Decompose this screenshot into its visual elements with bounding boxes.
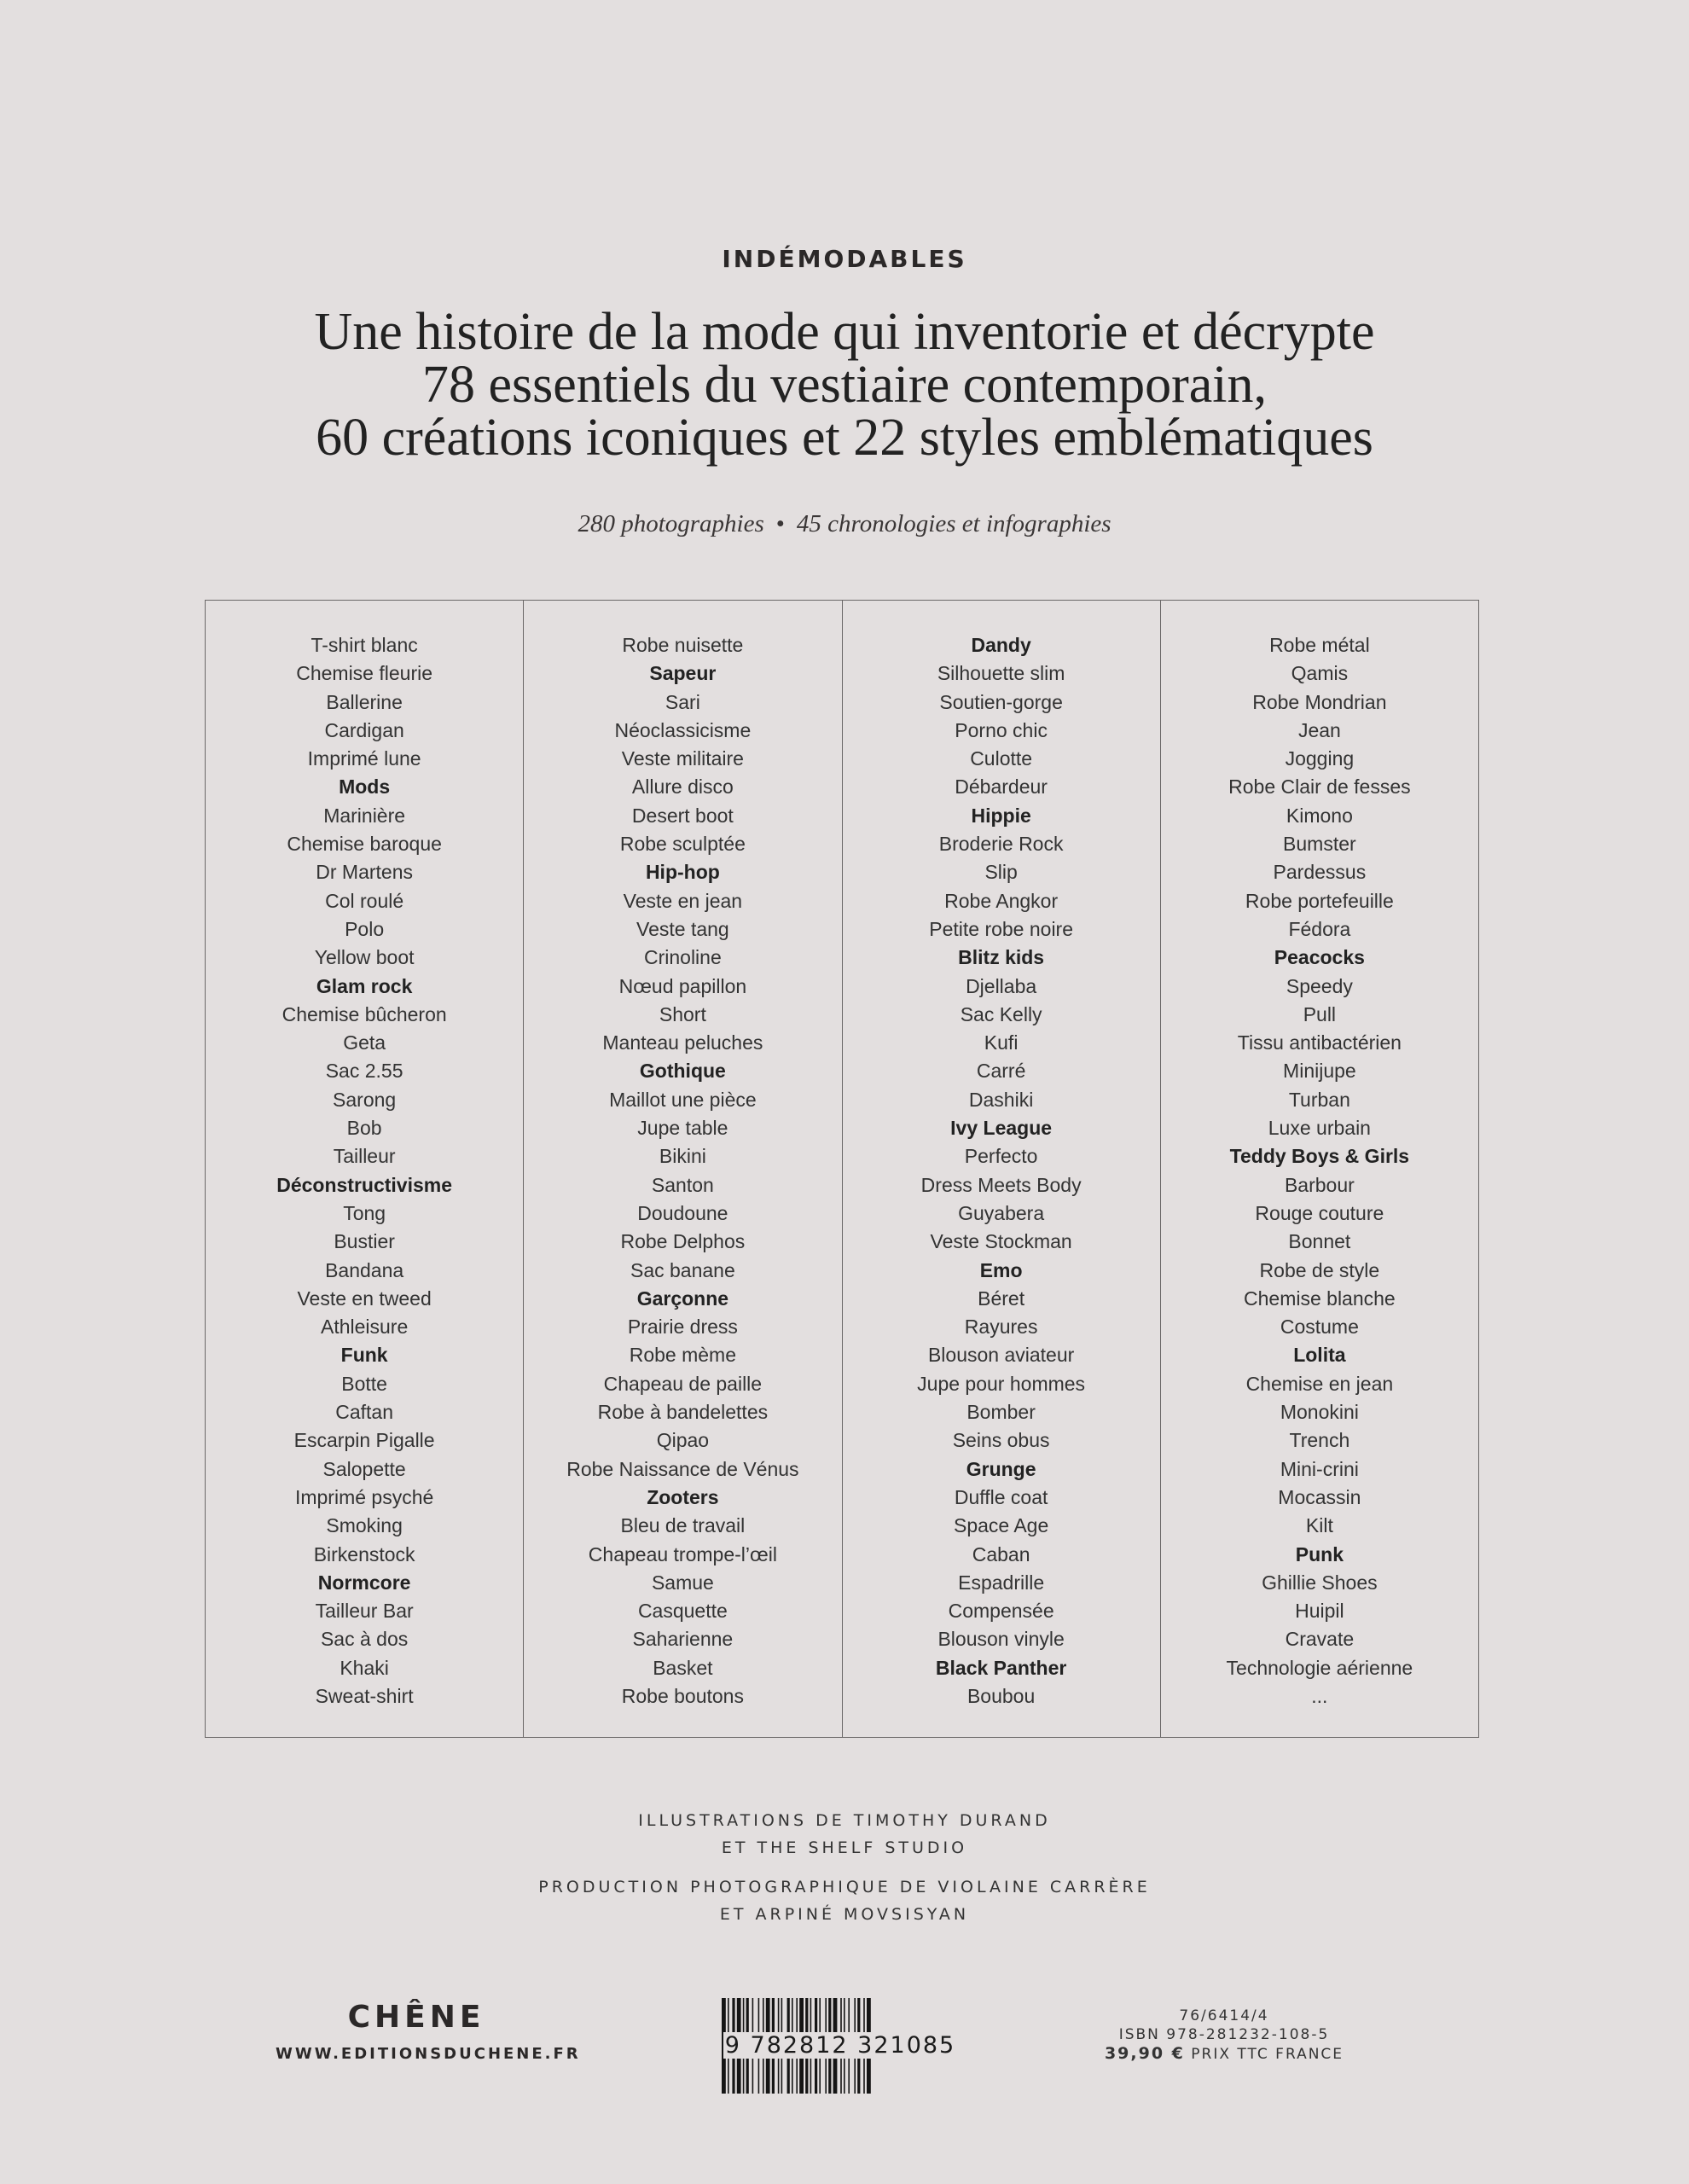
list-item: Chapeau de paille	[603, 1372, 763, 1395]
list-item: Chemise baroque	[287, 833, 442, 856]
list-item: Blouson aviateur	[927, 1344, 1075, 1367]
list-item: Casquette	[637, 1600, 728, 1623]
list-item: Pull	[1303, 1002, 1337, 1025]
list-item: Robe portefeuille	[1245, 889, 1394, 912]
contents-column-1	[206, 601, 524, 1737]
style-heading: Garçonne	[636, 1287, 729, 1310]
list-item: Maillot une pièce	[609, 1088, 757, 1111]
style-heading: Emo	[979, 1258, 1023, 1281]
list-item: Silhouette slim	[937, 662, 1065, 685]
list-item: Perfecto	[964, 1145, 1038, 1168]
credit-line: ET THE SHELF STUDIO	[721, 1838, 968, 1857]
list-item: Caban	[972, 1542, 1030, 1565]
list-item: Space Age	[953, 1514, 1049, 1537]
list-item: Kimono	[1286, 804, 1353, 827]
list-item: Sac 2.55	[325, 1060, 403, 1083]
list-item: Veste en tweed	[297, 1287, 432, 1310]
style-heading: Dandy	[971, 634, 1031, 656]
list-item: Prairie dress	[627, 1316, 738, 1339]
contents-column-2	[524, 601, 842, 1737]
list-item: Kufi	[984, 1031, 1019, 1054]
list-item: Robe sculptée	[619, 833, 746, 856]
publisher-url: WWW.EDITIONSDUCHENE.FR	[276, 2045, 581, 2063]
credit-line: ILLUSTRATIONS DE TIMOTHY DURAND	[638, 1811, 1051, 1830]
list-item: Robe Clair de fesses	[1228, 775, 1411, 799]
list-item: Smoking	[326, 1514, 403, 1537]
style-heading: Normcore	[317, 1571, 411, 1594]
list-item: Manteau peluches	[602, 1031, 763, 1054]
list-item: T-shirt blanc	[311, 634, 418, 656]
list-item: Imprimé lune	[307, 747, 421, 770]
list-item: Monokini	[1280, 1401, 1359, 1424]
list-item: Bob	[346, 1117, 382, 1140]
list-item: Escarpin Pigalle	[293, 1429, 435, 1452]
list-item: Bustier	[334, 1230, 395, 1253]
subline-separator: •	[775, 510, 785, 537]
style-heading: Punk	[1295, 1542, 1344, 1565]
list-item: Crinoline	[643, 946, 722, 969]
list-item: Tissu antibactérien	[1237, 1031, 1402, 1054]
list-item: Botte	[341, 1372, 387, 1395]
headline-line-1: Une histoire de la mode qui inventorie et décrypte	[314, 303, 1375, 361]
headline-line-2: 78 essentiels du vestiaire contemporain,	[421, 356, 1267, 414]
list-item: Robe boutons	[621, 1684, 744, 1707]
list-item: Speedy	[1286, 974, 1353, 997]
list-item: Desert boot	[631, 804, 734, 827]
list-item: Nœud papillon	[618, 974, 747, 997]
list-item: Robe métal	[1269, 634, 1370, 656]
list-item: Athleisure	[320, 1316, 409, 1339]
list-item: Néoclassicisme	[614, 718, 752, 741]
list-item: Rayures	[964, 1316, 1038, 1339]
list-item: Cravate	[1285, 1628, 1355, 1651]
list-item: Compensée	[948, 1600, 1054, 1623]
product-code: 76/6414/4	[1179, 2007, 1269, 2024]
headline-line-3: 60 créations iconiques et 22 styles emblématiques	[316, 409, 1373, 467]
list-item: Robe Naissance de Vénus	[566, 1457, 799, 1480]
list-item: Veste militaire	[621, 747, 744, 770]
publisher-logo: CHÊNE	[347, 2000, 485, 2035]
list-item: Pardessus	[1273, 861, 1367, 884]
style-heading: Peacocks	[1274, 946, 1365, 969]
list-item: Jean	[1297, 718, 1341, 741]
list-item: Trench	[1289, 1429, 1350, 1452]
list-item: Barbour	[1284, 1173, 1355, 1196]
list-item: Dashiki	[968, 1088, 1034, 1111]
list-item: Blouson vinyle	[937, 1628, 1065, 1651]
list-item: Veste tang	[636, 917, 729, 940]
list-item: Sweat-shirt	[315, 1684, 414, 1707]
list-item: Mocassin	[1278, 1485, 1361, 1508]
list-item: Marinière	[323, 804, 406, 827]
list-item: Technologie aérienne	[1226, 1656, 1413, 1679]
pricing-block	[1075, 2007, 1373, 2064]
list-item: Qamis	[1291, 662, 1349, 685]
list-item: Espadrille	[958, 1571, 1045, 1594]
list-item: Veste en jean	[623, 889, 743, 912]
list-item: Robe à bandelettes	[597, 1401, 769, 1424]
publisher-block	[276, 2000, 581, 2063]
list-item: Jupe pour hommes	[917, 1372, 1086, 1395]
list-item: Carré	[976, 1060, 1026, 1083]
list-item: Broderie Rock	[938, 833, 1064, 856]
list-item: Tailleur	[333, 1145, 396, 1168]
list-item: Short	[659, 1002, 706, 1025]
price: 39,90 €	[1104, 2044, 1185, 2063]
style-heading: Teddy Boys & Girls	[1229, 1145, 1410, 1168]
list-item: Dress Meets Body	[920, 1173, 1082, 1196]
list-item: ...	[1311, 1684, 1328, 1707]
list-item: Tong	[343, 1201, 386, 1224]
credit-line: ET ARPINÉ MOVSISYAN	[719, 1905, 970, 1924]
list-item: Sac Kelly	[960, 1002, 1042, 1025]
list-item: Veste Stockman	[930, 1230, 1072, 1253]
list-item: Robe mème	[629, 1344, 737, 1367]
style-heading: Grunge	[966, 1457, 1036, 1480]
list-item: Bikini	[659, 1145, 706, 1168]
list-item: Cardigan	[324, 718, 404, 741]
list-item: Robe Angkor	[944, 889, 1059, 912]
list-item: Turban	[1288, 1088, 1350, 1111]
style-heading: Zooters	[647, 1485, 719, 1508]
subline	[0, 510, 1689, 538]
headline	[0, 303, 1689, 467]
list-item: Birkenstock	[313, 1542, 415, 1565]
list-item: Robe de style	[1259, 1258, 1380, 1281]
style-heading: Lolita	[1293, 1344, 1346, 1367]
list-item: Sac à dos	[320, 1628, 409, 1651]
list-item: Guyabera	[958, 1201, 1045, 1224]
list-item: Qipao	[656, 1429, 710, 1452]
list-item: Seins obus	[952, 1429, 1050, 1452]
style-heading: Ivy League	[950, 1117, 1053, 1140]
subline-chronologies: 45 chronologies et infographies	[796, 510, 1111, 537]
list-item: Boubou	[966, 1684, 1036, 1707]
style-heading: Gothique	[639, 1060, 726, 1083]
style-heading: Glam rock	[316, 974, 413, 997]
contents-column-4	[1161, 601, 1478, 1737]
barcode-digits: 9 782812 321085	[724, 2032, 956, 2059]
list-item: Huipil	[1295, 1600, 1344, 1623]
list-item: Bomber	[966, 1401, 1036, 1424]
style-heading: Sapeur	[649, 662, 717, 685]
list-item: Col roulé	[325, 889, 404, 912]
list-item: Ballerine	[326, 690, 403, 713]
list-item: Chemise blanche	[1244, 1287, 1396, 1310]
list-item: Doudoune	[637, 1201, 728, 1224]
list-item: Jogging	[1285, 747, 1355, 770]
list-item: Costume	[1280, 1316, 1359, 1339]
list-item: Bleu de travail	[620, 1514, 746, 1537]
list-item: Sac banane	[630, 1258, 735, 1281]
price-line	[1075, 2044, 1373, 2064]
style-heading: Blitz kids	[958, 946, 1045, 969]
style-heading: Mods	[339, 775, 391, 799]
list-item: Allure disco	[631, 775, 734, 799]
list-item: Soutien-gorge	[939, 690, 1063, 713]
list-item: Chapeau trompe-l’œil	[588, 1542, 777, 1565]
list-item: Petite robe noire	[929, 917, 1074, 940]
list-item: Bumster	[1283, 833, 1356, 856]
list-item: Santon	[651, 1173, 714, 1196]
list-item: Khaki	[340, 1656, 389, 1679]
list-item: Yellow boot	[314, 946, 415, 969]
list-item: Bandana	[325, 1258, 404, 1281]
list-item: Fédora	[1288, 917, 1351, 940]
style-heading: Hippie	[971, 804, 1031, 827]
list-item: Ghillie Shoes	[1262, 1571, 1378, 1594]
style-heading: Hip-hop	[645, 861, 720, 884]
list-item: Chemise en jean	[1245, 1372, 1394, 1395]
style-heading: Déconstructivisme	[276, 1173, 453, 1196]
contents-column-3	[843, 601, 1161, 1737]
list-item: Imprimé psyché	[294, 1485, 434, 1508]
list-item: Saharienne	[632, 1628, 734, 1651]
list-item: Dr Martens	[316, 861, 413, 884]
list-item: Robe Delphos	[620, 1230, 746, 1253]
list-item: Geta	[343, 1031, 386, 1054]
list-item: Bonnet	[1288, 1230, 1351, 1253]
list-item: Béret	[978, 1287, 1025, 1310]
list-item: Basket	[653, 1656, 713, 1679]
credits	[0, 1807, 1689, 1928]
credits-illustrations	[0, 1807, 1689, 1862]
price-note: PRIX TTC FRANCE	[1191, 2046, 1344, 2063]
list-item: Sarong	[333, 1088, 397, 1111]
list-item: Duffle coat	[954, 1485, 1048, 1508]
series-title: INDÉMODABLES	[722, 245, 967, 273]
list-item: Samue	[651, 1571, 714, 1594]
list-item: Chemise fleurie	[296, 662, 433, 685]
credit-line: PRODUCTION PHOTOGRAPHIQUE DE VIOLAINE CARRÈRE	[538, 1878, 1151, 1896]
list-item: Robe nuisette	[622, 634, 744, 656]
style-heading: Black Panther	[935, 1656, 1067, 1679]
list-item: Mini-crini	[1280, 1457, 1359, 1480]
list-item: Chemise bûcheron	[282, 1002, 447, 1025]
list-item: Rouge couture	[1255, 1201, 1384, 1224]
list-item: Porno chic	[955, 718, 1048, 741]
contents-table	[205, 600, 1479, 1738]
list-item: Djellaba	[966, 974, 1037, 997]
list-item: Sari	[665, 690, 700, 713]
list-item: Robe Mondrian	[1252, 690, 1387, 713]
list-item: Caftan	[335, 1401, 393, 1424]
list-item: Slip	[984, 861, 1018, 884]
list-item: Luxe urbain	[1268, 1117, 1371, 1140]
list-item: Jupe table	[637, 1117, 728, 1140]
list-item: Tailleur Bar	[315, 1600, 414, 1623]
list-item: Débardeur	[955, 775, 1048, 799]
isbn: ISBN 978-281232-108-5	[1118, 2026, 1330, 2043]
list-item: Polo	[345, 917, 385, 940]
credits-production	[0, 1873, 1689, 1928]
style-heading: Funk	[340, 1344, 388, 1367]
list-item: Salopette	[322, 1457, 406, 1480]
list-item: Culotte	[970, 747, 1033, 770]
barcode-digits-wrap	[708, 2032, 972, 2059]
list-item: Minijupe	[1283, 1060, 1356, 1083]
list-item: Kilt	[1305, 1514, 1333, 1537]
subline-photos: 280 photographies	[578, 510, 764, 537]
